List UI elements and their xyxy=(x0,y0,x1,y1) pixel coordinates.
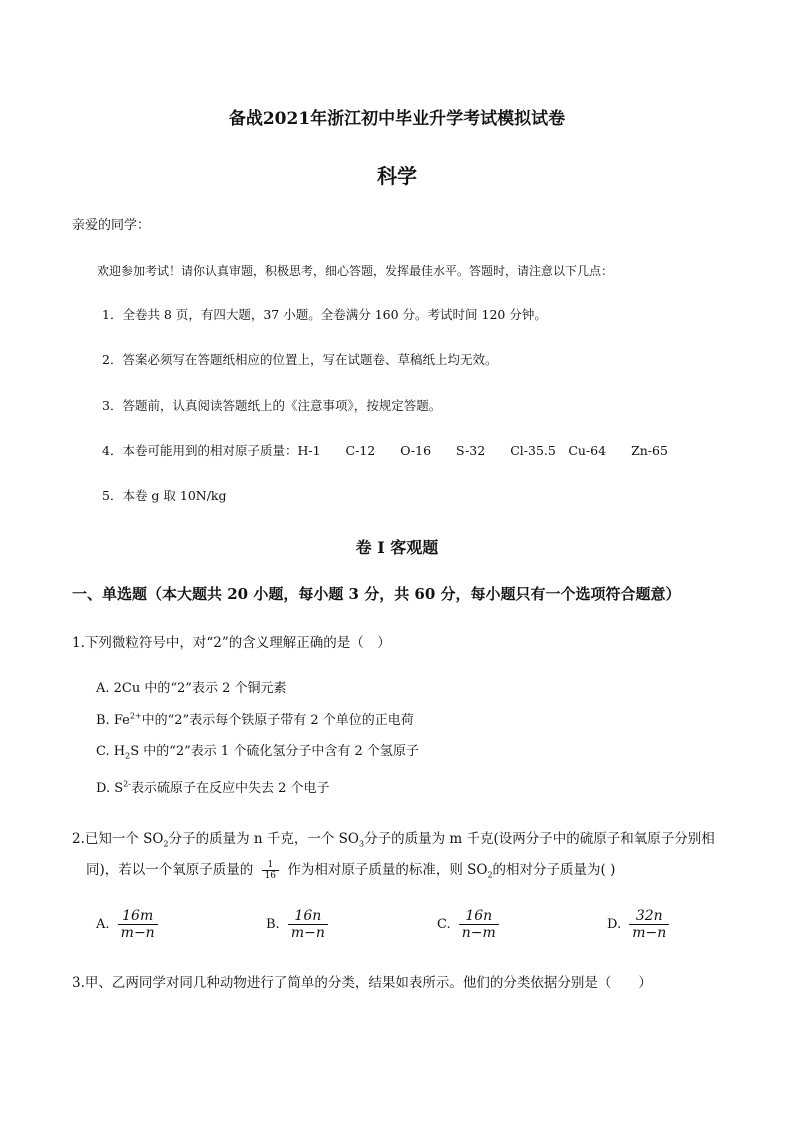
question-1-option-a: A. 2Cu 中的“2”表示 2 个铜元素 xyxy=(96,681,287,696)
fraction-numerator: 32n xyxy=(629,908,669,925)
note-1: 1．全卷共 8 页，有四大题，37 小题。全卷满分 160 分。考试时间 120 分钟。 xyxy=(102,307,547,322)
note-5: 5．本卷 g 取 10N/kg xyxy=(102,488,227,503)
choice-label: D. xyxy=(607,917,622,932)
choice-label: C. xyxy=(437,917,451,932)
subscript: 3 xyxy=(358,839,365,849)
option-d-text: 表示硫原子在反应中失去 2 个电子 xyxy=(130,781,330,796)
question-1-option-c xyxy=(96,740,419,761)
fraction-denominator: 16 xyxy=(264,871,277,881)
option-d-prefix: D. S xyxy=(96,781,124,796)
fraction-numerator: 1 xyxy=(262,860,279,871)
fraction xyxy=(629,908,669,941)
fraction xyxy=(459,908,499,941)
fraction-denominator: m−n xyxy=(120,925,155,941)
fraction xyxy=(288,908,328,941)
subscript: 2 xyxy=(487,870,493,880)
section-title: 卷 I 客观题 xyxy=(355,538,439,557)
subject-title: 科学 xyxy=(377,164,417,188)
question-3-stem: 3.甲、乙两同学对同几种动物进行了简单的分类，结果如表所示。他们的分类依据分别是（ ） xyxy=(72,975,652,991)
fraction-numerator: 16n xyxy=(459,908,499,925)
question-2-choice-b xyxy=(266,908,332,941)
subscript: 2 xyxy=(163,839,169,849)
note-2: 2．答案必须写在答题纸相应的位置上，写在试题卷、草稿纸上均无效。 xyxy=(102,352,498,367)
charge-superscript: 2- xyxy=(123,779,131,789)
fraction-denominator: m−n xyxy=(290,925,325,941)
question-2-choice-a xyxy=(96,908,162,941)
q2-text: 作为相对原子质量的标准，则 SO xyxy=(287,862,488,878)
fraction-denominator: m−n xyxy=(632,925,667,941)
part-title: 一、单选题（本大题共 20 小题，每小题 3 分，共 60 分，每小题只有一个选项符合题意） xyxy=(72,585,681,603)
subscript: 2 xyxy=(125,751,131,761)
fraction-numerator: 16m xyxy=(118,908,158,925)
choice-label: A. xyxy=(96,917,110,932)
q2-text: 分子的质量为 m 千克(设两分子中的硫原子和氧原子分别相 xyxy=(364,831,715,847)
fraction xyxy=(118,908,158,941)
charge-superscript: 2+ xyxy=(129,711,142,721)
exam-title: 备战2021年浙江初中毕业升学考试模拟试卷 xyxy=(228,109,566,129)
question-1-option-d xyxy=(96,777,329,796)
option-c-text: S 中的“2”表示 1 个硫化氢分子中含有 2 个氢原子 xyxy=(130,744,419,759)
question-2-line-1 xyxy=(72,827,715,849)
option-b-prefix: B. Fe xyxy=(96,713,130,728)
fraction-denominator: n−m xyxy=(461,925,496,941)
q2-text: 分子的质量为 n 千克，一个 SO xyxy=(168,831,359,847)
greeting: 亲爱的同学： xyxy=(72,218,151,233)
option-b-text: 中的“2”表示每个铁原子带有 2 个单位的正电荷 xyxy=(141,713,414,728)
q2-text: 2.已知一个 SO xyxy=(72,831,164,847)
question-2-choice-c xyxy=(437,908,503,941)
note-3: 3．答题前，认真阅读答题纸上的《注意事项》，按规定答题。 xyxy=(102,398,442,413)
q2-text: 的相对分子质量为( ) xyxy=(492,862,616,878)
welcome-text: 欢迎参加考试！请你认真审题，积极思考，细心答题，发挥最佳水平。答题时，请注意以下几点： xyxy=(97,264,614,278)
option-c-prefix: C. H xyxy=(96,744,126,759)
fraction-numerator: 16n xyxy=(288,908,328,925)
choice-label: B. xyxy=(266,917,280,932)
q2-text: 同)，若以一个氧原子质量的 xyxy=(86,862,254,878)
question-2-choice-d xyxy=(607,908,673,941)
question-2-line-2 xyxy=(86,858,615,881)
note-4: 4．本卷可能用到的相对原子质量：H-1 C-12 O-16 S-32 Cl-35.5 Cu-64 Zn-65 xyxy=(102,443,668,458)
question-1-option-b xyxy=(96,709,414,728)
fraction xyxy=(262,860,279,881)
question-1-stem: 1.下列微粒符号中，对“2”的含义理解正确的是（ ） xyxy=(72,635,391,651)
